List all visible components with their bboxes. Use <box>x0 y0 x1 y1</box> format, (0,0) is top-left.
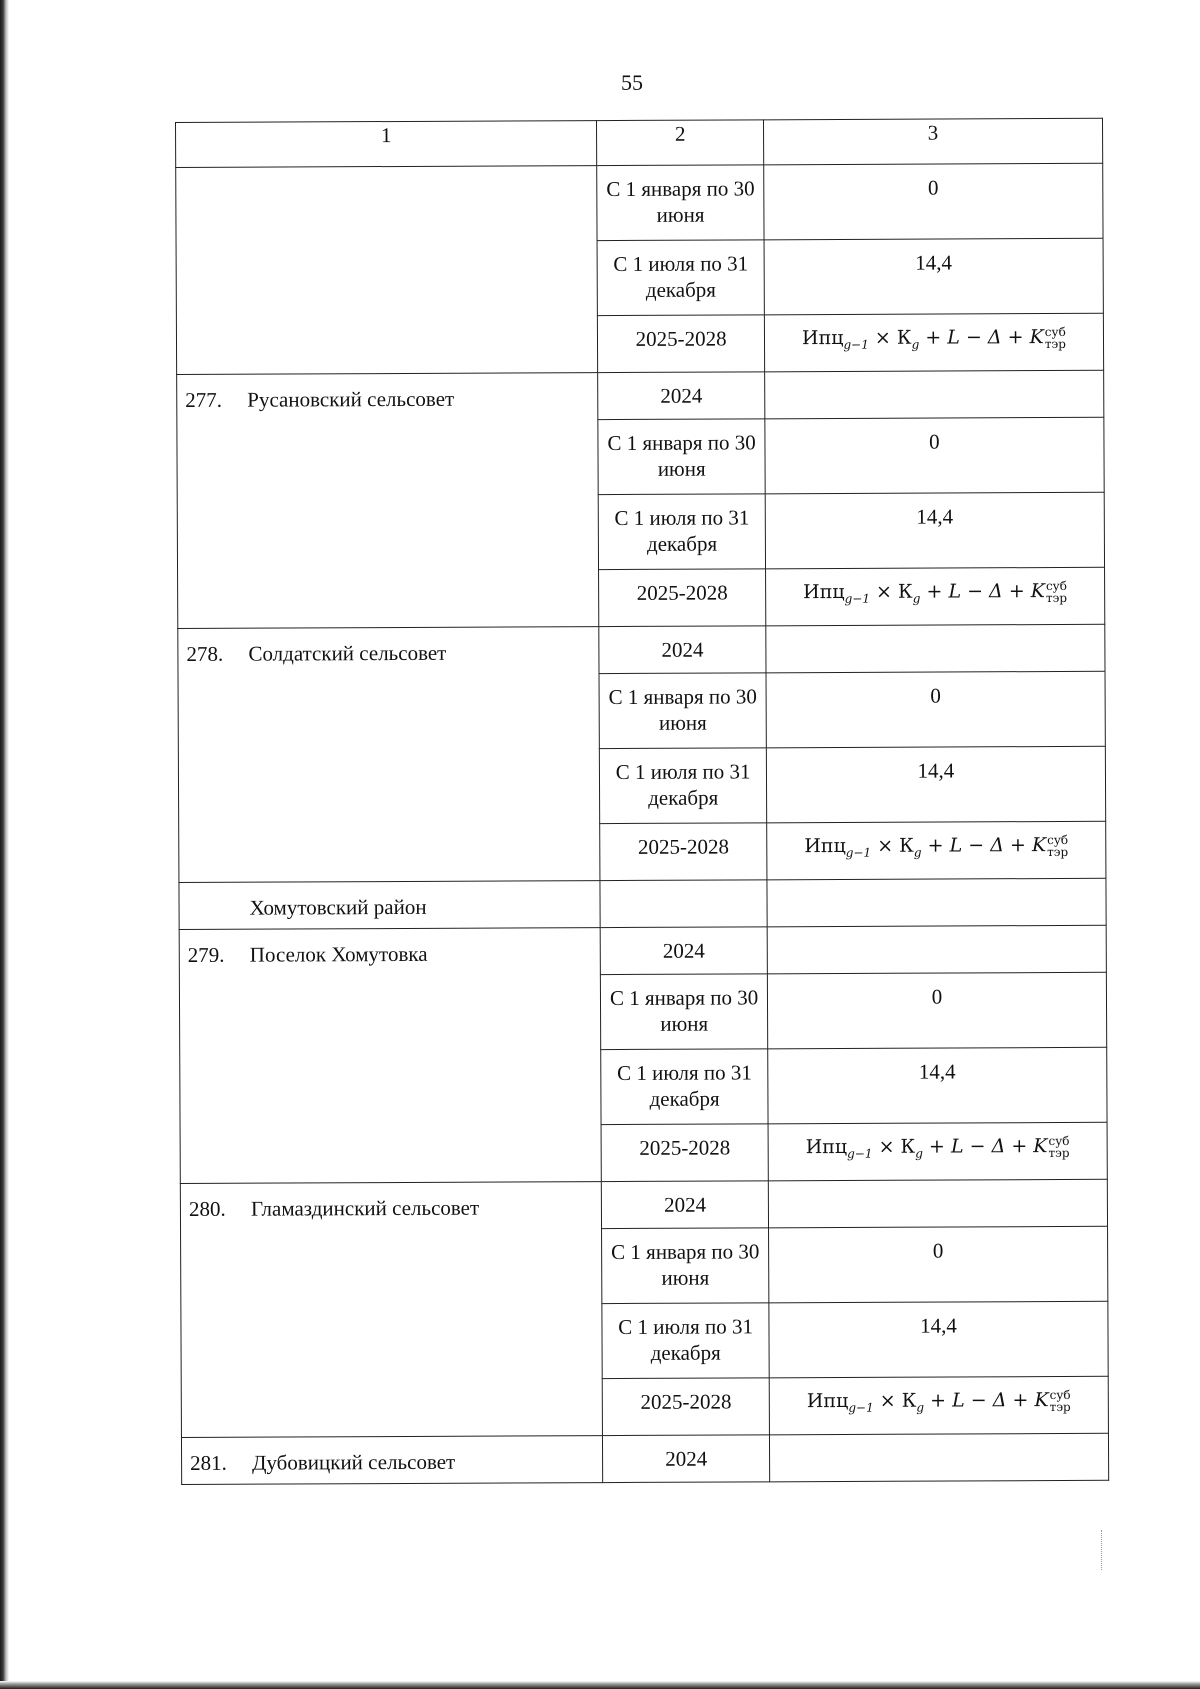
value-text: 0 <box>927 175 939 200</box>
value-cell <box>765 370 1104 419</box>
period-text: 2024 <box>662 938 705 963</box>
period-text: 2025-2028 <box>636 580 728 605</box>
period-text: С 1 января по 30 июня <box>609 985 759 1036</box>
period-cell <box>603 1435 770 1483</box>
value-cell <box>768 1179 1107 1228</box>
period-cell <box>597 240 764 316</box>
header-col-1: 1 <box>176 121 598 168</box>
period-cell <box>601 1124 768 1182</box>
row-number: 279. <box>187 942 225 967</box>
value-cell <box>767 925 1106 974</box>
period-cell <box>601 1049 768 1125</box>
period-cell <box>597 165 764 241</box>
period-cell <box>599 626 766 674</box>
period-text: 2025-2028 <box>635 326 727 351</box>
row-number: 278. <box>186 641 224 666</box>
settlement-cell <box>177 373 600 629</box>
period-text: 2024 <box>663 1192 707 1217</box>
value-cell <box>766 746 1105 823</box>
value-cell <box>765 492 1104 569</box>
period-cell <box>599 569 766 627</box>
row-number: 280. <box>188 1196 226 1221</box>
value-cell <box>764 238 1103 315</box>
settlement-name: Русановский сельсовет <box>247 386 455 412</box>
value-cell <box>766 671 1105 748</box>
empty-cell <box>767 878 1106 927</box>
district-name: Хомутовский район <box>249 894 427 920</box>
settlement-cell <box>179 928 602 1184</box>
tariff-formula: $Ипц_{g-1} \times К_g + L - \Delta + K$ суб тэр <box>805 1133 1070 1161</box>
tariff-formula: $Ипц_{g-1} \times К_g + L - \Delta + K$ суб тэр <box>801 324 1066 352</box>
value-text <box>770 1434 1108 1446</box>
page-number: 55 <box>621 70 643 95</box>
value-cell <box>769 1433 1108 1482</box>
period-cell <box>598 372 765 420</box>
period-text: 2025-2028 <box>637 834 729 859</box>
row-number: 277. <box>185 387 223 412</box>
table-row <box>181 1433 1108 1484</box>
period-text: С 1 июля по 31 декабря <box>613 251 749 302</box>
value-text: 0 <box>932 1238 944 1263</box>
value-cell <box>765 417 1104 494</box>
tariff-formula: $Ипц_{g-1} \times К_g + L - \Delta + K$ суб тэр <box>804 832 1069 860</box>
period-text: С 1 июля по 31 декабря <box>615 759 751 810</box>
period-text: С 1 июля по 31 декабря <box>618 1314 754 1365</box>
period-text: С 1 июля по 31 декабря <box>616 1060 752 1111</box>
period-cell <box>600 748 767 824</box>
value-cell <box>769 1301 1108 1378</box>
value-text <box>765 371 1103 383</box>
value-cell <box>764 163 1103 240</box>
value-cell <box>768 1047 1107 1124</box>
period-text: С 1 января по 30 июня <box>608 684 757 735</box>
header-col-2: 2 <box>597 120 764 166</box>
period-text: С 1 января по 30 июня <box>611 1239 760 1290</box>
table-row <box>179 925 1106 976</box>
value-text: 0 <box>930 683 941 708</box>
settlement-name: Дубовицкий сельсовет <box>252 1449 456 1475</box>
settlement-name: Солдатский сельсовет <box>248 640 447 666</box>
settlement-cell <box>178 627 601 883</box>
period-cell <box>602 1181 769 1229</box>
value-cell <box>765 567 1104 626</box>
value-text <box>769 1180 1107 1192</box>
value-cell <box>768 1122 1107 1181</box>
table-header-row <box>176 118 1103 167</box>
period-text: 2024 <box>661 637 704 662</box>
value-text: 14,4 <box>916 504 954 529</box>
value-text <box>768 926 1106 938</box>
period-text: 2024 <box>660 383 703 408</box>
period-cell <box>603 1378 770 1436</box>
value-cell <box>766 624 1105 673</box>
value-cell <box>767 972 1106 1049</box>
period-text: 2025-2028 <box>640 1389 732 1414</box>
value-text: 14,4 <box>917 758 955 783</box>
period-cell <box>602 1303 769 1379</box>
period-cell <box>601 974 768 1050</box>
value-text: 0 <box>929 429 940 454</box>
value-text <box>766 625 1104 637</box>
table-row <box>177 370 1104 421</box>
value-text: 0 <box>931 984 943 1009</box>
tariff-table <box>175 118 1109 1485</box>
scan-edge-bottom <box>0 1681 1200 1689</box>
continued-cell <box>176 166 598 375</box>
scan-specks <box>1101 1530 1105 1570</box>
table-row <box>176 163 1103 242</box>
value-cell <box>764 313 1103 372</box>
settlement-name: Поселок Хомутовка <box>249 941 428 967</box>
value-text: 14,4 <box>918 1059 956 1084</box>
period-cell <box>601 927 768 975</box>
header-col-3: 3 <box>763 118 1102 165</box>
period-text: С 1 января по 30 июня <box>606 176 755 227</box>
value-cell <box>769 1376 1108 1435</box>
district-cell <box>179 881 601 930</box>
period-cell <box>602 1228 769 1304</box>
settlement-cell <box>180 1182 603 1438</box>
settlement-name: Гламаздинский сельсовет <box>250 1195 480 1221</box>
value-text: 14,4 <box>915 250 953 275</box>
table-row-district <box>179 878 1106 929</box>
period-cell <box>598 315 765 373</box>
row-number: 281. <box>190 1450 227 1475</box>
value-text: 14,4 <box>919 1313 957 1338</box>
settlement-cell <box>181 1436 603 1485</box>
empty-cell <box>600 880 767 928</box>
scan-edge-left <box>0 0 9 1689</box>
period-cell <box>599 494 766 570</box>
value-cell <box>768 1226 1107 1303</box>
period-text: 2025-2028 <box>639 1135 731 1160</box>
period-cell <box>598 419 765 495</box>
period-cell <box>600 823 767 881</box>
table-row <box>180 1179 1107 1230</box>
tariff-formula: $Ипц_{g-1} \times К_g + L - \Delta + K$ суб тэр <box>806 1387 1071 1415</box>
tariff-formula: $Ипц_{g-1} \times К_g + L - \Delta + K$ суб тэр <box>803 578 1068 606</box>
period-text: С 1 июля по 31 декабря <box>614 505 750 556</box>
value-cell <box>767 821 1106 880</box>
period-cell <box>599 673 766 749</box>
period-text: С 1 января по 30 июня <box>607 430 756 481</box>
table-row <box>178 624 1105 675</box>
period-text: 2024 <box>665 1446 708 1471</box>
